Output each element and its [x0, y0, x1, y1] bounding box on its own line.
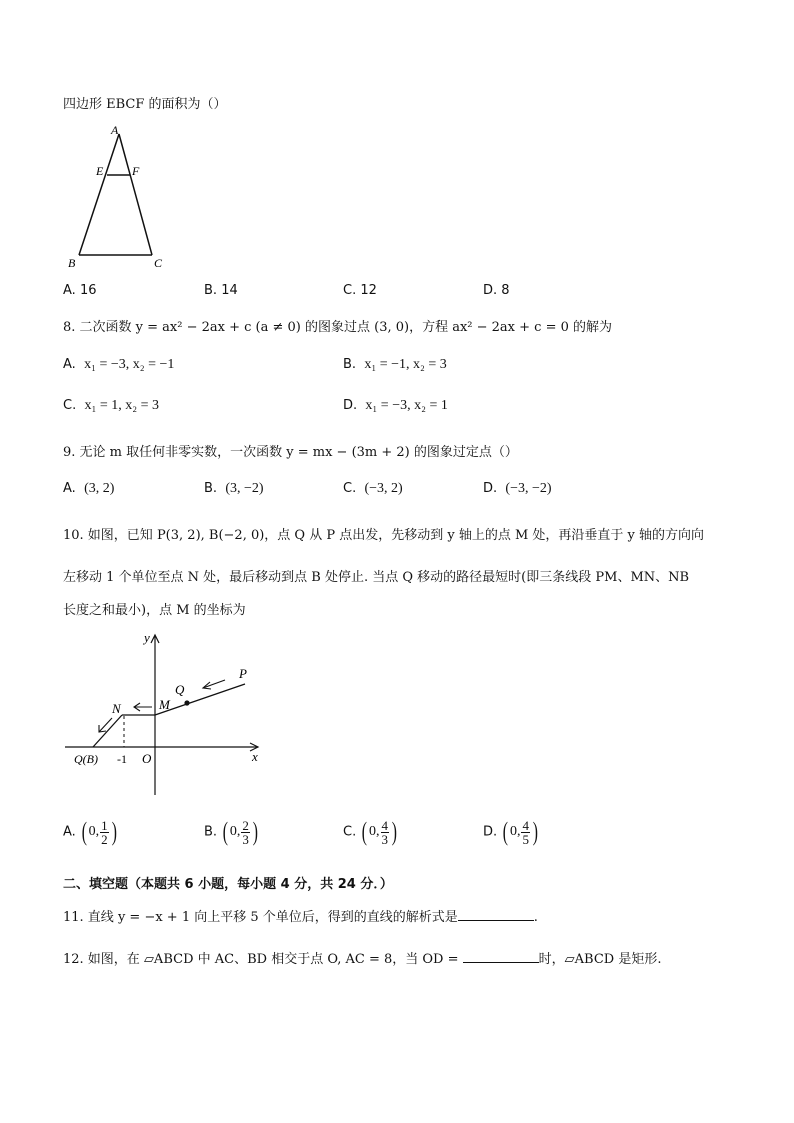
q9-option-c: C. (−3, 2) [343, 481, 403, 496]
segment-nb [93, 715, 122, 747]
label-m: M [159, 697, 170, 712]
q10-option-d: D. ( 0, $\frac{4}{5}$ ) [483, 817, 538, 847]
q8-option-d: D. x₁ = −3, x₂ = 1 [343, 398, 448, 413]
label-x-axis: x [252, 749, 258, 764]
q8-option-c: C. x₁ = 1, x₂ = 3 [63, 398, 160, 413]
q10-option-b: B. ( 0, $\frac{2}{3}$ ) [204, 817, 258, 847]
q8-option-a: A. x₁ = −3, x₂ = −1 [63, 357, 175, 372]
q9-stem: 9. 无论 m 取任何非零实数，一次函数 y = mx − (3m + 2) 的图象过定点（） [63, 445, 518, 460]
label-e: E [96, 164, 104, 178]
label-q: Q [175, 682, 185, 697]
q10-line-3: 长度之和最小)，点 M 的坐标为 [63, 603, 246, 618]
label-c: C [154, 256, 163, 270]
q12-answer-blank [463, 950, 539, 963]
section-2-title: 二、填空题（本题共 6 小题，每小题 4 分，共 24 分．） [63, 877, 393, 892]
q7-option-d: D. 8 [483, 283, 510, 298]
label-qb: Q(B) [74, 752, 98, 766]
q9-option-a: A. (3, 2) [63, 481, 115, 496]
q7-option-a: A. 16 [63, 283, 97, 298]
label-y-axis: y [144, 630, 150, 645]
q7-option-c: C. 12 [343, 283, 377, 298]
side-ab [79, 134, 119, 255]
q10-option-a: A. ( 0, $\frac{1}{2}$ ) [63, 817, 117, 847]
q11: 11. 直线 y = −x + 1 向上平移 5 个单位后，得到的直线的解析式是 . [63, 910, 538, 925]
q11-answer-blank [458, 908, 534, 921]
q10-option-c: C. ( 0, $\frac{4}{3}$ ) [343, 817, 397, 847]
q10-line-2: 左移动 1 个单位至点 N 处，最后移动到点 B 处停止. 当点 Q 移动的路径最短时(即三条线段 PM、MN、NB [63, 570, 690, 585]
q9-option-d: D. (−3, −2) [483, 481, 552, 496]
arrow-toward-b [99, 718, 112, 732]
q8-stem: 8. 二次函数 y = ax² − 2ax + c (a ≠ 0) 的图象过点 (3, 0)，方程 ax² − 2ax + c = 0 的解为 [63, 320, 613, 335]
q12: 12. 如图，在 ▱ABCD 中 AC、BD 相交于点 O, AC = 8，当 OD = 时，▱ABCD 是矩形. [63, 952, 662, 967]
label-neg1: -1 [117, 752, 127, 766]
q9-option-b: B. (3, −2) [204, 481, 264, 496]
label-n: N [112, 701, 121, 716]
q7-option-b: B. 14 [204, 283, 238, 298]
triangle-figure [60, 122, 180, 272]
label-a: A [111, 123, 119, 137]
arrow-toward-m [203, 680, 225, 688]
side-ac [119, 134, 152, 255]
q7-stem: 四边形 EBCF 的面积为（） [63, 97, 227, 112]
q10-line-1: 10. 如图，已知 P(3, 2), B(−2, 0)，点 Q 从 P 点出发，先移动到 y 轴上的点 M 处，再沿垂直于 y 轴的方向向 [63, 528, 705, 543]
coordinate-figure [60, 630, 270, 800]
label-origin: O [142, 751, 152, 766]
label-p: P [239, 666, 247, 681]
q8-option-b: B. x₁ = −1, x₂ = 3 [343, 357, 447, 372]
label-f: F [132, 164, 140, 178]
point-q [184, 700, 189, 705]
label-b: B [68, 256, 76, 270]
